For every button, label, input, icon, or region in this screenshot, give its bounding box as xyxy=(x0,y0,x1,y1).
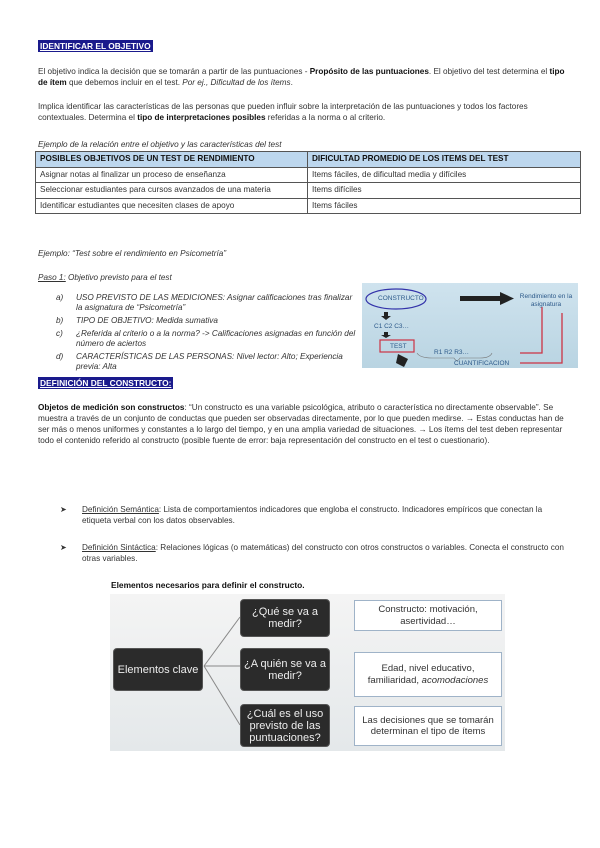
table-row xyxy=(36,183,581,199)
cuantificacion-label: CUANTIFICACION xyxy=(454,360,510,367)
list-text: USO PREVISTO DE LAS MEDICIONES: Asignar calificaciones tras finalizar la asignatura de “Psicometría” xyxy=(76,293,353,312)
list-marker: d) xyxy=(56,352,64,361)
text: referidas a la norma o al criterio. xyxy=(265,113,386,122)
cell: Items fáciles xyxy=(308,198,581,214)
bold-text: tipo de interpretaciones posibles xyxy=(137,113,266,122)
arrow-bullet-icon: ➤ xyxy=(60,505,67,514)
key-elements-diagram xyxy=(110,594,505,751)
list-text: TIPO DE OBJETIVO: Medida sumativa xyxy=(76,316,218,325)
table-row xyxy=(36,167,581,183)
header-cell: DIFICULTAD PROMEDIO DE LOS ITEMS DEL TEST xyxy=(308,152,581,168)
construct-figure xyxy=(362,283,578,368)
step-text xyxy=(38,272,172,283)
diagram-title: Elementos necesarios para definir el constructo. xyxy=(111,580,305,590)
text: Objetivo previsto para el test xyxy=(65,273,172,282)
text: Implica identificar las características de las personas que pueden influir sobre la interpretación de las puntuaciones y todos los factores contextuales. Determina el xyxy=(38,102,528,122)
paragraph-implica xyxy=(38,101,570,123)
text: El objetivo indica la decisión que se tomarán a partir de las puntuaciones - xyxy=(38,67,310,76)
root-box: Elementos clave xyxy=(113,648,203,691)
italic-text: Por ej., Dificultad de los ítems xyxy=(182,78,291,87)
list-marker: b) xyxy=(56,316,64,325)
objectives-table xyxy=(35,151,581,214)
text: : “Un constructo es una variable psicológica, atributo o característica no directamente observable”. Se muestra a través de un conjunto de conductas que pueden ser observadas directamente, por lo que pueden medirse. → Estas conductas han de ser más o menos uniformes y constantes a lo largo del tiempo, y en una amplia variedad de situaciones. → Los ítems del test deben representar todo el contenido referido al constructo (posible fuente de error: baja representación del constructo en el test o cuestionario). xyxy=(38,403,564,445)
list-marker: c) xyxy=(56,329,63,338)
text: . xyxy=(290,78,293,87)
cell: Identificar estudiantes que necesiten clases de apoyo xyxy=(36,198,308,214)
text: : Relaciones lógicas (o matemáticas) del constructo con otros constructos o variables. Conecta el constructo con otras variables. xyxy=(82,543,564,563)
bold-text: Objetos de medición son constructos xyxy=(38,403,185,412)
italic-text: acomodaciones xyxy=(421,674,489,686)
text: . El objetivo del test determina el xyxy=(428,67,550,76)
table-row xyxy=(36,198,581,214)
cell: Items difíciles xyxy=(308,183,581,199)
table-caption: Ejemplo de la relación entre el objetivo y las características del test xyxy=(38,140,282,149)
list-item xyxy=(56,316,356,326)
question-box: ¿Cuál es el uso previsto de las puntuaciones? xyxy=(240,704,330,747)
test-label: TEST xyxy=(390,343,407,350)
bold-text: tipo de ítem xyxy=(38,67,565,87)
rendimiento-label: Rendimiento en la asignatura xyxy=(519,293,573,308)
bullet-item xyxy=(60,504,570,526)
answer-box: Constructo: motivación, asertividad… xyxy=(354,600,502,631)
bullet-text xyxy=(82,504,570,526)
list-item xyxy=(56,293,356,313)
paragraph-objective xyxy=(38,66,570,88)
objective-list xyxy=(56,293,356,375)
question-box: ¿A quién se va a medir? xyxy=(240,648,330,691)
header-cell: POSIBLES OBJETIVOS DE UN TEST DE RENDIMIENTO xyxy=(36,152,308,168)
text: : Lista de comportamientos indicadores que engloba el constructo. Indicadores empíricos que conectan la etiqueta verbal con los datos observables. xyxy=(82,505,543,525)
cell: Asignar notas al finalizar un proceso de enseñanza xyxy=(36,167,308,183)
arrow-bullet-icon: ➤ xyxy=(60,543,67,552)
conductas-label: C1 C2 C3… xyxy=(374,323,410,330)
bold-text: Propósito de las puntuaciones xyxy=(309,67,429,76)
respuestas-label: R1 R2 R3… xyxy=(434,349,470,356)
bullet-text xyxy=(82,542,570,564)
answer-box: Las decisiones que se tomarán determinan el tipo de ítems xyxy=(354,706,502,746)
term: Definición Sintáctica xyxy=(82,543,156,552)
paragraph-constructs xyxy=(38,402,572,446)
list-item xyxy=(56,329,356,349)
cell: Seleccionar estudiantes para cursos avanzados de una materia xyxy=(36,183,308,199)
constructo-label: CONSTRUCTO xyxy=(378,295,424,302)
list-text: ¿Referida al criterio o a la norma? -> Calificaciones asignadas en función del número de aciertos xyxy=(76,329,356,348)
table-header-row xyxy=(36,152,581,168)
text: Edad, nivel educativo, familiaridad, xyxy=(367,663,475,686)
section-heading: DEFINICIÓN DEL CONSTRUCTO: xyxy=(40,378,172,388)
list-marker: a) xyxy=(56,293,64,302)
list-text: CARACTERÍSTICAS DE LAS PERSONAS: Nivel lector: Alto; Experiencia previa: Alta xyxy=(76,352,343,371)
term: Definición Semántica xyxy=(82,505,159,514)
step-label: Paso 1: xyxy=(38,273,66,282)
example-text: Ejemplo: “Test sobre el rendimiento en Psicometría” xyxy=(38,249,227,258)
text: que debemos incluir en el test. xyxy=(66,78,183,87)
answer-box xyxy=(354,652,502,697)
section-heading: IDENTIFICAR EL OBJETIVO xyxy=(40,41,151,51)
cell: Items fáciles, de dificultad media y difíciles xyxy=(308,167,581,183)
bullet-item xyxy=(60,542,570,564)
list-item xyxy=(56,352,356,372)
question-box: ¿Qué se va a medir? xyxy=(240,599,330,637)
